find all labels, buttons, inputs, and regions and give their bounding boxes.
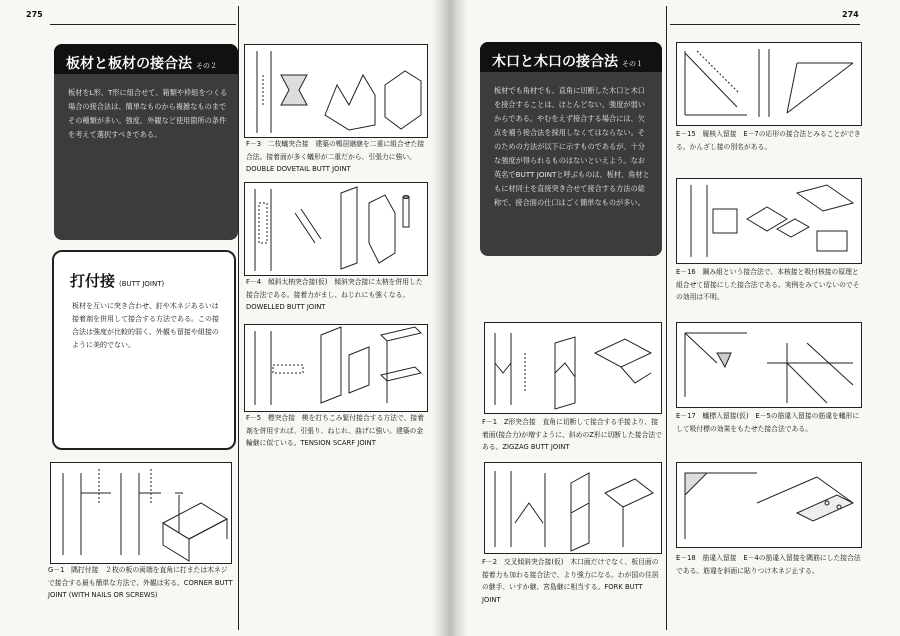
figure-f2 [484,462,662,554]
e16-illustration [677,179,861,263]
header-rule [670,24,860,25]
tension-scarf-illustration [245,325,427,411]
figure-e18 [676,462,862,548]
caption-e15: E－15 履核入留接 E－7の応形の接合法とみることができる。かんざし接の別名がある。 [676,130,861,151]
intro-box [54,44,238,240]
caption-f3: F－3 二枚蟻突合接 建築の鴨居継継を二重に組合せた接合法。接着面が多く蟻形が二重だから、引張力に強い。DOUBLE DOVETAIL BUTT JOINT [246,140,425,173]
caption-f4: F－4 傾斜太枘突合接(仮) 傾斜突合接に太枘を併用した接合法である。接着力がまし、ねじれにも強くなる。DOWELLED BUTT JOINT [246,278,423,311]
figure-e17 [676,322,862,408]
corner-butt-joint-illustration [51,463,231,563]
column-divider [238,6,239,630]
dowelled-butt-illustration [245,183,427,275]
intro-box [480,42,662,256]
e15-illustration [677,43,861,125]
double-dovetail-illustration [245,45,427,137]
figure-e15 [676,42,862,126]
butt-joint-text: 板材を互いに突き合わせ、釘や木ネジあるいは接着剤を併用して接合する方法である。この接合法は強度が比較的弱く、外観も留接や組接のように美的でない。 [72,302,219,349]
zigzag-butt-illustration [485,323,661,413]
page-number: 275 [26,10,43,19]
fork-butt-illustration [485,463,661,553]
figure-f3 [244,44,428,138]
e17-illustration [677,323,861,407]
figure-g1 [50,462,232,564]
page-number: 274 [842,10,859,19]
figure-f4 [244,182,428,276]
butt-joint-box [52,250,236,450]
caption-e18: E－18 筋違入留接 E－4の筋違入留接を隅筋にした接合法である。筋違を斜面に貼りつけ木ネジ止する。 [676,554,861,575]
figure-e16 [676,178,862,264]
caption-e17: E－17 蟻標入留接(仮) E－5の筋違入留接の筋違を蟻形にして吸付標の効果をもたせた接合法である。 [676,412,860,433]
header-rule [50,24,236,25]
butt-joint-title: 打付接 (BUTT JOINT) [70,272,165,290]
section-title: 木口と木口の接合法 その１ [480,42,662,72]
figure-f5 [244,324,428,412]
column-divider [666,6,667,630]
right-page [450,0,900,636]
caption-g1: G－1 隅打付接 ２枚の板の両端を直角に打または木ネジで接合する最も簡単な方法で、外観は劣る。CORNER BUTT JOINT (WITH NAILS OR SCREWS) [48,566,233,599]
caption-f2: F－2 交叉傾斜突合接(仮) 木口面だけでなく、板目面の接着力も加わる接合法で、より強力になる。わが国の住居の継手、いすか継、宮島継に相当する。FORK BUTT JOINT [482,558,659,604]
e18-illustration [677,463,861,547]
caption-f5: F－5 標突合接 楔を打ちこみ緊付接合する方法で、接着剤を併用すれば、引張り、ねじれ、曲げに強い。建築の金輪継に似ている。TENSION SCARF JOINT [246,414,425,447]
intro-text: 板材をL形、T形に組合せて、箱類や枠組をつくる場合の接合法は、簡単なものから複雑なものまでその種類が多い。強度、外観など使用箇所の条件を考えて選択すべきである。 [68,88,228,139]
caption-e16: E－16 鋼み組という接合法で、本核接と吸付核接の原理と組合せて留接にした接合法である。実例をみていないのでその効用は不明。 [676,268,860,301]
caption-f1: F－1 Z形突合接 直角に切断して接合する手接より、接着面(接合力)が増すように、斜めのZ形に切断した接合法である。ZIGZAG BUTT JOINT [482,418,662,451]
section-title: 板材と板材の接合法 その２ [54,44,238,74]
intro-text: 板材でも角材でも、直角に切断した木口と木口を接合することは、ほとんどない。強度が弱いからである。やむをえず接合する場合には、欠点を補う接合法を採用しなくてはならない。そのための方法が以下に示すものであるが、十分な強度が得られるものはないといえよう。なお英名でBUTT JOINTと呼ぶものは、板材、角材ともに材同士を直接突き合せて接合する方法の総称で、接合面の仕口はごく簡単なものが多い。 [494,86,650,207]
figure-f1 [484,322,662,414]
